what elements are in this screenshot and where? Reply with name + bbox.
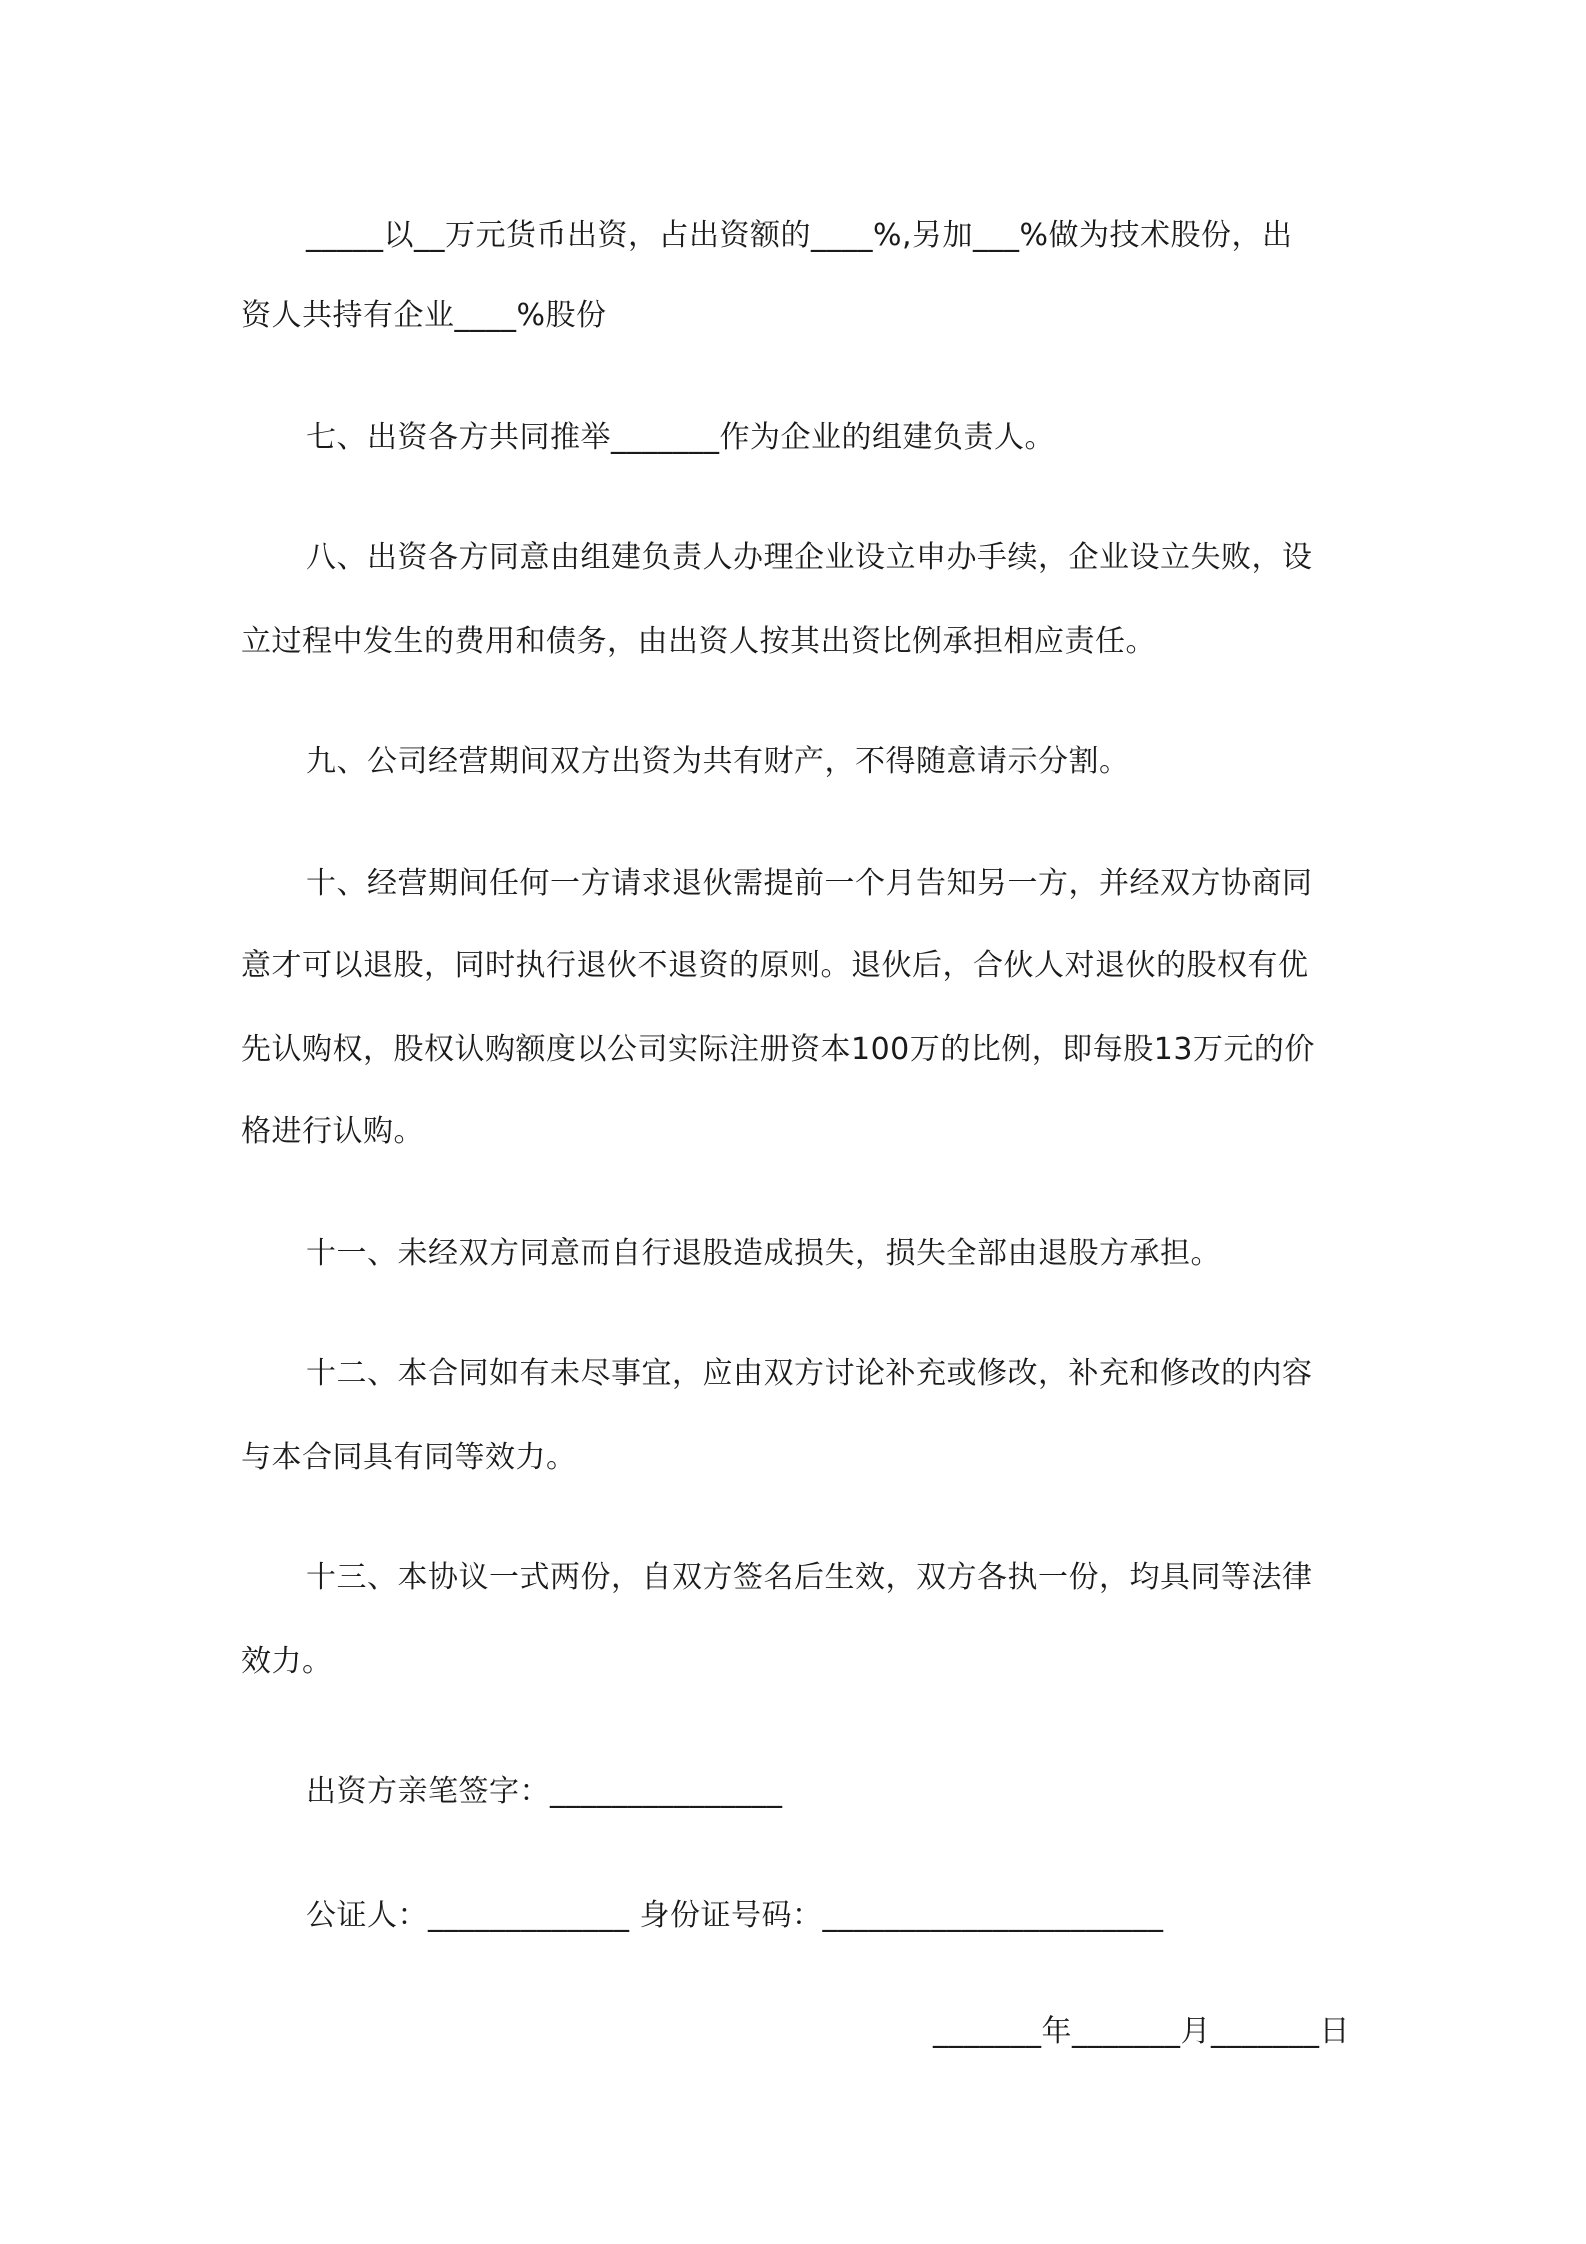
clause-6-line-1: _____以__万元货币出资，占出资额的____%,另加___%做为技术股份，出 [306,218,1293,253]
clause-8-line-1: 八、出资各方同意由组建负责人办理企业设立申办手续，企业设立失败，设 [306,540,1313,575]
clause-6-line-2: 资人共持有企业____%股份 [241,298,607,333]
clause-9-line-1: 九、公司经营期间双方出资为共有财产，不得随意请示分割。 [306,744,1130,779]
clause-10-line-4: 格进行认购。 [241,1114,424,1149]
clause-13-line-1: 十三、本协议一式两份，自双方签名后生效，双方各执一份，均具同等法律 [306,1560,1313,1595]
date-line: _______年_______月_______日 [933,2014,1350,2049]
clause-10-line-2: 意才可以退股，同时执行退伙不退资的原则。退伙后，合伙人对退伙的股权有优 [241,948,1309,983]
clause-10-line-1: 十、经营期间任何一方请求退伙需提前一个月告知另一方，并经双方协商同 [306,866,1313,901]
clause-12-line-1: 十二、本合同如有未尽事宜，应由双方讨论补充或修改，补充和修改的内容 [306,1356,1313,1391]
clause-11-line-1: 十一、未经双方同意而自行退股造成损失，损失全部由退股方承担。 [306,1236,1221,1271]
investor-signature-line: 出资方亲笔签字：_______________ [306,1774,783,1809]
clause-8-line-2: 立过程中发生的费用和债务，由出资人按其出资比例承担相应责任。 [241,624,1156,659]
clause-12-line-2: 与本合同具有同等效力。 [241,1440,577,1475]
clause-7-line-1: 七、出资各方共同推举_______作为企业的组建负责人。 [306,420,1055,455]
notary-id-line: 公证人：_____________ 身份证号码：______________________ [306,1898,1164,1933]
clause-10-line-3: 先认购权，股权认购额度以公司实际注册资本100万的比例，即每股13万元的价 [241,1032,1315,1067]
clause-13-line-2: 效力。 [241,1644,333,1679]
